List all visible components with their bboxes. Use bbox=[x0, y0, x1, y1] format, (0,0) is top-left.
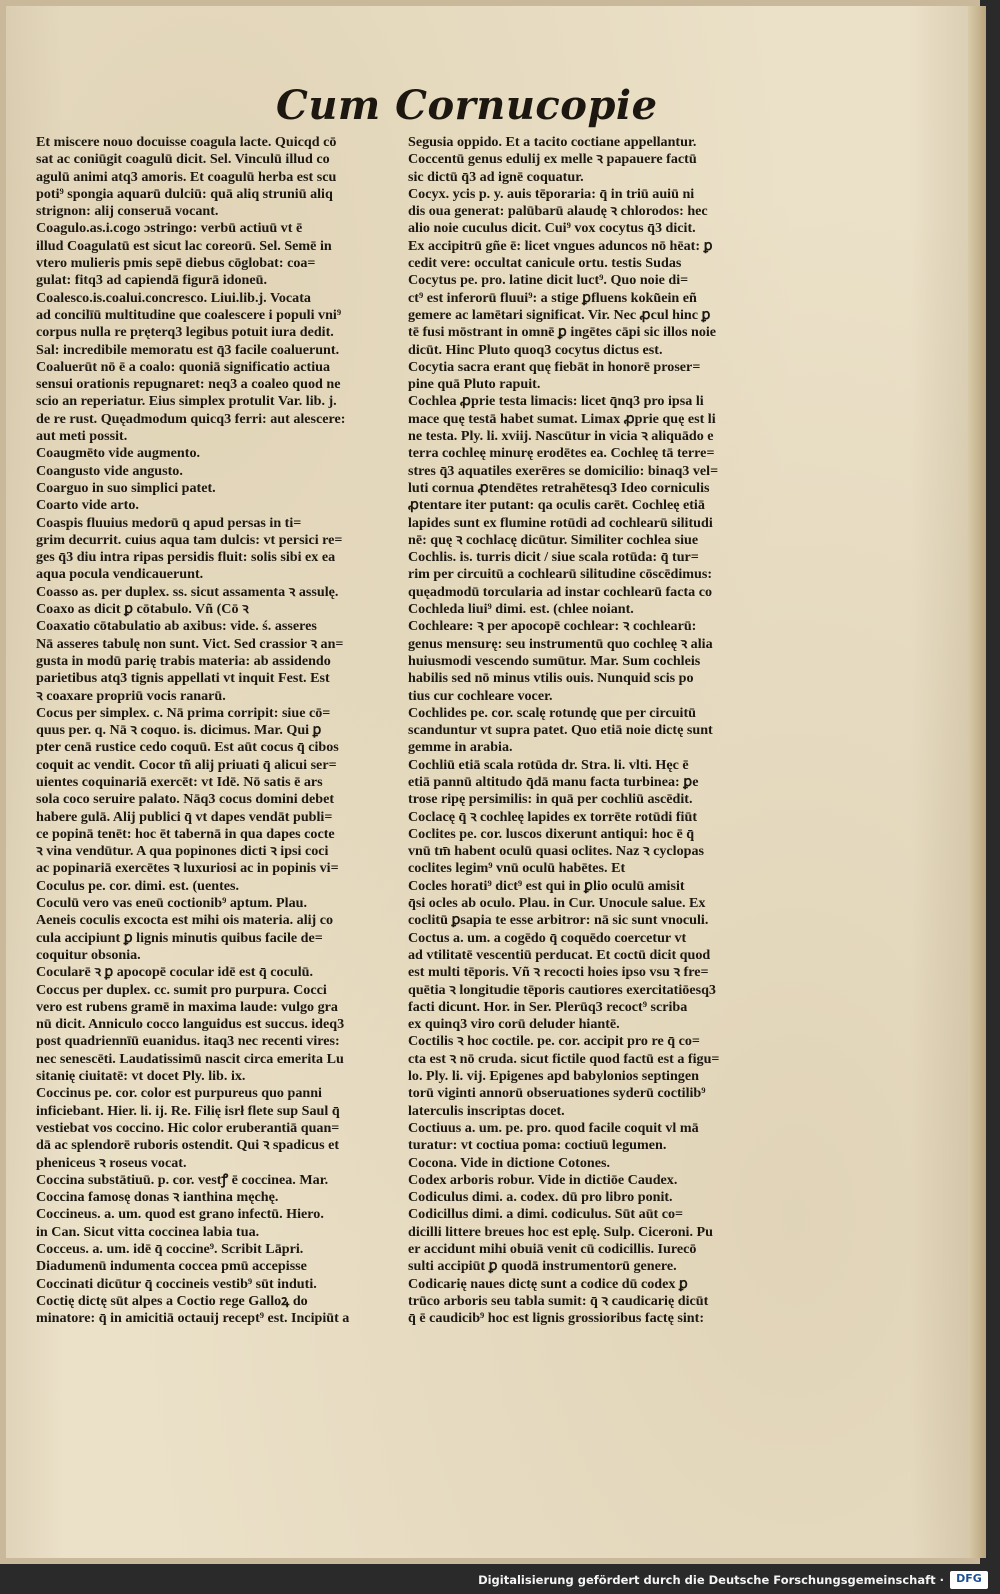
text-line: terra cochleę minurę erodētes ea. Cochleę tā terre= bbox=[408, 445, 715, 462]
text-line: parietibus atq3 tignis appellati vt inquit Fest. Est bbox=[36, 670, 330, 687]
text-line: ꝛ vina vendūtur. A qua popinones dicti ꝛ ipsi coci bbox=[36, 843, 329, 860]
text-line: strignon: alij conseruā vocant. bbox=[36, 203, 219, 220]
text-line: Cocyx. ycis p. y. auis tēporaria: q̄ in triū auiū ni bbox=[408, 185, 695, 202]
text-line: scanduntur vt supra patet. Quo etiā noie dictę sunt bbox=[408, 722, 713, 739]
text-line: ꝓtentare iter putant: qa oculis carēt. Cochleę etiā bbox=[408, 497, 705, 514]
text-line: Coasso as. per duplex. ss. sicut assamenta ꝛ assulę. bbox=[36, 583, 339, 600]
text-line: minatore: q̄ in amicitiā octauij recept⁹ est. Incipiūt a bbox=[36, 1310, 350, 1327]
text-line: dā ac splendorē ruboris ostendit. Qui ꝛ spadicus et bbox=[36, 1137, 340, 1154]
text-line: ges q̄3 diu intra ripas persidis fluit: solis sibi ex ea bbox=[36, 549, 336, 566]
text-line: turatur: vt coctiua poma: coctiuū legumen. bbox=[408, 1137, 667, 1154]
text-line: coclitū ꝑsapia te esse arbitror: nā sic sunt vnoculi. bbox=[408, 912, 709, 929]
text-line: gemme in arabia. bbox=[408, 739, 513, 756]
text-line: Coclites pe. cor. luscos dixerunt antiqui: hoc ē q̄ bbox=[408, 825, 695, 842]
text-line: q̄si ocles ab oculo. Plau. in Cur. Unocule salue. Ex bbox=[408, 895, 706, 912]
text-line: Coangusto vide angusto. bbox=[36, 462, 183, 479]
text-line: q̄ ē caudicib⁹ hoc est lignis grossioribus factę sint: bbox=[408, 1310, 705, 1327]
text-line: habere gulā. Alij publici q̄ vt dapes vendāt publi= bbox=[36, 808, 333, 825]
text-line: Coarguo in suo simplici patet. bbox=[36, 479, 216, 496]
text-line: aqua pocula vendicauerunt. bbox=[36, 566, 204, 583]
text-line: Coccinati dicūtur q̄ coccineis vestib⁹ sūt induti. bbox=[36, 1275, 317, 1292]
text-line: nū dicit. Anniculo cocco languidus est succus. ideq3 bbox=[36, 1016, 345, 1033]
text-line: nē: quę ꝛ cochlacę dicūtur. Similiter cochlea siue bbox=[408, 531, 699, 548]
text-line: corpus nulla re pręterq3 legibus potuit iura dedit. bbox=[36, 324, 334, 341]
text-line: luti cornua ꝓtendētes retrahētesq3 Ideo corniculis bbox=[408, 479, 710, 496]
text-line: vnū tm̄ habent oculū quasi oclites. Naz ꝛ cyclopas bbox=[408, 843, 705, 860]
text-line: Coclacę q̄ ꝛ cochleę lapides ex torrēte rotūdi fiūt bbox=[408, 808, 698, 825]
text-line: agulū animi atq3 amoris. Et coagulū herba est scu bbox=[36, 168, 337, 185]
text-line: pheniceus ꝛ roseus vocat. bbox=[36, 1154, 187, 1171]
text-line: inficiebant. Hier. li. ij. Re. Filię isrł flete sup Saul q̄ bbox=[36, 1102, 340, 1119]
text-line: huiusmodi vescendo sumūtur. Mar. Sum cochleis bbox=[408, 652, 701, 669]
text-line: Cocona. Vide in dictione Cotones. bbox=[408, 1154, 611, 1171]
text-line: grim decurrit. cuius aqua tam dulcis: vt persici re= bbox=[36, 531, 343, 548]
footer-credit: Digitalisierung gefördert durch die Deutsche Forschungsgemeinschaft · bbox=[478, 1573, 944, 1587]
text-line: Diadumenū indumenta coccea pmū accepisse bbox=[36, 1258, 307, 1275]
text-line: Coaluerūt nō ē a coalo: quoniā significatio actiua bbox=[36, 358, 331, 375]
text-line: quęadmodū torcularia ad instar cochlearū facta co bbox=[408, 583, 713, 600]
text-line: stres q̄3 aquatiles exerēres se domicilio: binaq3 vel= bbox=[408, 462, 719, 479]
text-line: pter cenā rustice cedo coquū. Est aūt cocus q̄ cibos bbox=[36, 739, 339, 756]
text-line: cula accipiunt ꝑ lignis minutis quibus facile de= bbox=[36, 929, 323, 946]
text-line: tius cur cochleare vocer. bbox=[408, 687, 553, 704]
text-line: coclites legim⁹ vnū oculū habētes. Et bbox=[408, 860, 626, 877]
text-line: ad vtilitatē vescentiū perducat. Et coctū dicit quod bbox=[408, 946, 711, 963]
text-line: Cocceus. a. um. idē q̄ coccine⁹. Scribit Lāpri. bbox=[36, 1241, 304, 1257]
text-line: genus mensurę: seu instrumentū quo cochleę ꝛ alia bbox=[408, 635, 713, 652]
text-line: coquitur obsonia. bbox=[36, 946, 141, 963]
text-line: post quadriennīū euanidus. itaq3 nec recenti vires: bbox=[36, 1033, 340, 1050]
text-line: in Can. Sicut vitta coccinea labia tua. bbox=[36, 1223, 260, 1240]
text-line: Coccina famosę donas ꝛ ianthina męchę. bbox=[36, 1189, 279, 1206]
text-line: Codicillus dimi. a dimi. codiculus. Sūt aūt co= bbox=[408, 1206, 684, 1223]
text-line: ne testa. Ply. li. xviij. Nascūtur in vicia ꝛ aliquādo e bbox=[408, 428, 714, 445]
text-line: dis oua generat: palūbarū alaudę ꝛ chlorodos: hec bbox=[408, 203, 708, 220]
text-line: Coccina substātiuū. p. cor. vestꝭ ē coccinea. Mar. bbox=[36, 1171, 329, 1188]
text-line: Coculus pe. cor. dimi. est. (uentes. bbox=[36, 877, 240, 894]
text-line: gusta in modū parię trabis materia: ab assidendo bbox=[36, 652, 331, 669]
text-line: habilis sed nō minus vtilis ouis. Nunquid scis po bbox=[408, 670, 694, 687]
right-column bbox=[408, 134, 768, 1327]
text-line: er accidunt mihi obuiā venit cū codicillis. Iurecō bbox=[408, 1241, 697, 1257]
text-line: torū viginti annorū obseruationes syderū coctilib⁹ bbox=[408, 1085, 706, 1102]
text-line: sat ac coniūgit coagulū dicit. Sel. Vinculū illud co bbox=[36, 151, 330, 168]
text-line: ce popinā tenēt: hoc ēt tabernā in qua dapes cocte bbox=[36, 825, 335, 842]
dfg-logo-text: DFG bbox=[956, 1572, 982, 1585]
text-line: ꝛ coaxare propriū vocis ranarū. bbox=[36, 687, 226, 704]
text-line: nec senescēti. Laudatissimū nascit circa emerita Lu bbox=[36, 1050, 344, 1067]
text-line: sensui orationis repugnaret: neq3 a coaleo quod ne bbox=[36, 376, 341, 393]
text-line: dicilli littere breues hoc est eplę. Sulp. Ciceroni. Pu bbox=[408, 1223, 713, 1240]
text-line: Coctilis ꝛ hoc coctile. pe. cor. accipit pro re q̄ co= bbox=[408, 1033, 700, 1050]
text-line: alio noie cuculus dicit. Cui⁹ vox cocytus q̄3 dicit. bbox=[408, 220, 696, 237]
text-line: Coarto vide arto. bbox=[36, 497, 139, 514]
dfg-logo-icon bbox=[950, 1571, 988, 1589]
text-line: lo. Ply. li. vij. Epigenes apd babylonios septingen bbox=[408, 1068, 699, 1085]
text-line: gemere ac lamētari significat. Vir. Nec ꝓcul hinc ꝑ bbox=[408, 306, 711, 323]
text-line: coquit ac vendit. Cocor tñ alij priuati q̄ alicui ser= bbox=[36, 756, 337, 773]
text-line: rim per circuitū a cochlearū silitudine cōscēdimus: bbox=[408, 566, 713, 583]
text-line: trūco arboris seu tabla sumit: q̄ ꝛ caudicarię dicūt bbox=[408, 1292, 709, 1309]
text-line: pine quā Pluto rapuit. bbox=[408, 376, 541, 393]
text-line: quētia ꝛ longitudie tēporis cautiores exercitatiōesq3 bbox=[408, 981, 716, 998]
text-line: sitanię ciuitatē: vt docet Ply. lib. ix. bbox=[36, 1068, 246, 1085]
text-line: Aeneis coculis excocta est mihi ois materia. alij co bbox=[36, 912, 334, 929]
text-line: Coalesco.is.coalui.concresco. Liui.lib.j. Vocata bbox=[36, 289, 311, 306]
text-line: Cochleare: ꝛ per apocopē cochlear: ꝛ cochlearū: bbox=[408, 618, 697, 635]
text-line: aut meti possit. bbox=[36, 428, 128, 445]
text-line: Segusia oppido. Et a tacito coctiane appellantur. bbox=[408, 134, 697, 150]
text-line: Coagulo.as.i.cogo ɔstringo: verbū actiuū vt ē bbox=[36, 220, 303, 237]
text-line: Coaspis fluuius medorū q apud persas in ti= bbox=[36, 514, 302, 531]
text-line: Coccentū genus edulij ex melle ꝛ papauere factū bbox=[408, 151, 697, 168]
text-line: uientes coquinariā exercēt: vt Idē. Nō satis ē ars bbox=[36, 773, 323, 790]
text-line: tē fusi mōstrant in omnē ꝑ ingētes cāpi sic illos noie bbox=[408, 324, 717, 341]
text-line: Coaxo as dicit ꝑ cōtabulo. Vñ (Cō ꝛ bbox=[36, 601, 249, 618]
text-line: Coaugmēto vide augmento. bbox=[36, 445, 201, 462]
text-line: laterculis inscriptas docet. bbox=[408, 1102, 565, 1119]
text-line: Ex accipitrū gñe ē: licet vngues aduncos nō hēat: ꝑ bbox=[408, 237, 713, 254]
text-line: Codicarię naues dictę sunt a codice dū codex ꝑ bbox=[408, 1275, 688, 1292]
text-line: est multi tēporis. Vñ ꝛ recocti hoies ipso vsu ꝛ fre= bbox=[408, 964, 709, 981]
text-line: sola coco seruire palato. Nāq3 cocus domini debet bbox=[36, 791, 335, 808]
running-head: Cum Cornucopie bbox=[276, 82, 658, 129]
text-line: dicūt. Hinc Pluto quoq3 cocytus dictus est. bbox=[408, 341, 663, 358]
text-line: Cocytia sacra erant quę fiebāt in honorē proser= bbox=[408, 358, 701, 375]
text-line: vtero mulieris pmis sepē diebus cōglobat: coa= bbox=[36, 255, 316, 272]
text-line: Cochlis. is. turris dicit / siue scala rotūda: q̄ tur= bbox=[408, 549, 699, 566]
text-line: facti dicunt. Hor. in Ser. Plerūq3 recoct⁹ scriba bbox=[408, 998, 688, 1015]
text-line: Coccineus. a. um. quod est grano infectū. Hiero. bbox=[36, 1206, 324, 1223]
text-line: trose ripę persimilis: in quā per cochliū ascēdit. bbox=[408, 791, 693, 808]
text-line: Cocularē ꝛ ꝑ apocopē cocular idē est q̄ coculū. bbox=[36, 964, 313, 981]
text-line: scio an reperiatur. Eius simplex protulit Var. lib. j. bbox=[36, 393, 337, 410]
digitization-footer bbox=[0, 1568, 1000, 1594]
text-line: cedit vere: occultat canicule ortu. testis Sudas bbox=[408, 255, 682, 272]
text-line: Cocles horati⁹ dict⁹ est qui in ꝑlio oculū amisit bbox=[408, 877, 685, 894]
text-line: Codex arboris robur. Vide in dictiōe Caudex. bbox=[408, 1171, 678, 1188]
text-line: ex quinq3 viro corū deluder hiantē. bbox=[408, 1016, 620, 1033]
text-line: etiā pannū altitudo q̄dā manu facta turbinea: ꝑe bbox=[408, 773, 699, 790]
text-line: sulti accipiūt ꝑ quodā instrumentorū genere. bbox=[408, 1258, 677, 1275]
text-line: Coctus a. um. a cogēdo q̄ coquēdo coercetur vt bbox=[408, 929, 687, 946]
text-line: ad concilīū multitudine que coalescere i populi vni⁹ bbox=[36, 306, 342, 323]
text-line: Coccinus pe. cor. color est purpureus quo panni bbox=[36, 1085, 322, 1102]
text-line: ct⁹ est inferorū fluui⁹: a stige ꝑfluens koku͂ein eñ bbox=[408, 289, 697, 306]
text-line: lapides sunt ex flumine rotūdi ad cochlearū silitudi bbox=[408, 514, 713, 531]
text-line: Cochleda liui⁹ dimi. est. (chlee noiant. bbox=[408, 601, 634, 618]
text-line: Sal: incredibile memoratu est q̄3 facile coaluerunt. bbox=[36, 341, 340, 358]
left-column bbox=[36, 134, 391, 1327]
text-line: quus per. q. Nā ꝛ coquo. is. dicimus. Mar. Qui ꝑ bbox=[36, 722, 322, 739]
text-line: gulat: fitq3 ad capiendā figurā idoneū. bbox=[36, 272, 268, 289]
text-line: poti⁹ spongia aquarū dulciū: quā aliq struniū aliq bbox=[36, 185, 333, 202]
text-line: Cocytus pe. pro. latine dicit luct⁹. Quo noie di= bbox=[408, 272, 689, 289]
text-line: Coctię dictę sūt alpes a Coctio rege Galloꝝ do bbox=[36, 1292, 308, 1309]
text-line: Cocus per simplex. c. Nā prima corripit: siue cō= bbox=[36, 704, 331, 721]
text-line: cta est ꝛ nō cruda. sicut fictile quod factū est a figu= bbox=[408, 1050, 720, 1067]
text-line: sic dictū q̄3 ad ignē coquatur. bbox=[408, 168, 584, 185]
text-line: Coctiuus a. um. pe. pro. quod facile coquit vl mā bbox=[408, 1119, 699, 1136]
text-line: Coculū vero vas eneū coctionib⁹ aptum. Plau. bbox=[36, 895, 307, 912]
text-line: mace quę testā habet sumat. Limax ꝓprie quę est li bbox=[408, 410, 716, 427]
text-line: Coaxatio cōtabulatio ab axibus: vide. ś. asseres bbox=[36, 618, 317, 635]
text-line: Cochlides pe. cor. scalę rotundę que per circuitū bbox=[408, 704, 697, 721]
text-line: Codiculus dimi. a. codex. dū pro libro ponit. bbox=[408, 1189, 673, 1206]
text-line: Cochliū etiā scala rotūda dr. Stra. li. vlti. Hęc ē bbox=[408, 756, 689, 773]
folio-page bbox=[6, 6, 968, 1558]
text-line: illud Coagulatū est sicut lac coreorū. Sel. Semē in bbox=[36, 237, 332, 254]
page-edge bbox=[968, 6, 986, 1558]
text-line: Coccus per duplex. cc. sumit pro purpura. Cocci bbox=[36, 981, 327, 998]
text-line: vero est rubens gramē in maxima laude: vulgo gra bbox=[36, 998, 338, 1015]
text-line: vestiebat vos coccino. Hic color eruberantiā quan= bbox=[36, 1119, 340, 1136]
text-line: de re rust. Quęadmodum quicq3 ferri: aut alescere: bbox=[36, 410, 346, 427]
text-line: Et miscere nouo docuisse coagula lacte. Quicqd cō bbox=[36, 134, 337, 150]
text-line: Nā asseres tabulę non sunt. Vict. Sed crassior ꝛ an= bbox=[36, 635, 344, 652]
text-line: ac popinariā exercētes ꝛ luxuriosi ac in popinis vi= bbox=[36, 860, 339, 877]
text-line: Cochlea ꝓprie testa limacis: licet q̄nq3 pro ipsa li bbox=[408, 393, 704, 410]
